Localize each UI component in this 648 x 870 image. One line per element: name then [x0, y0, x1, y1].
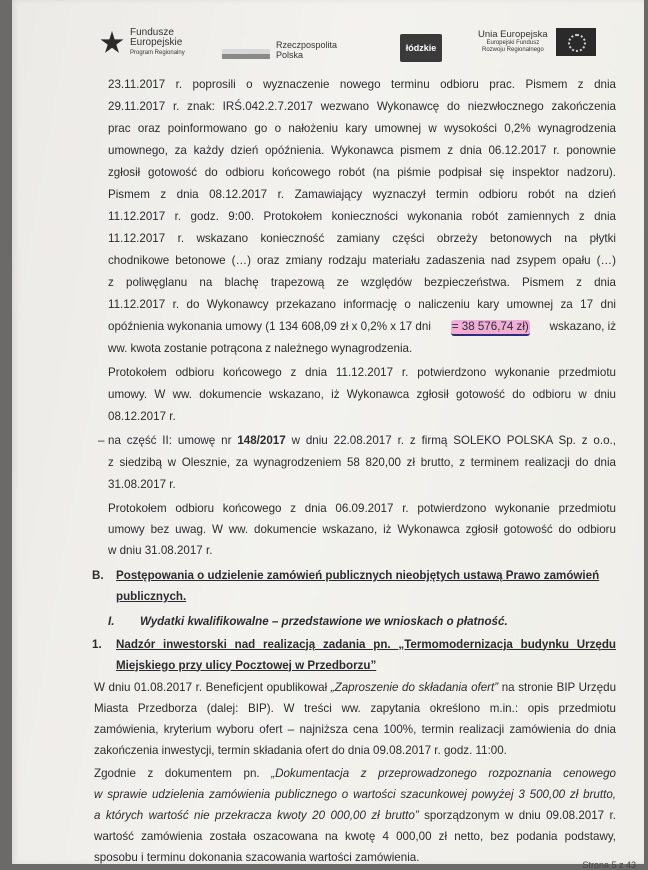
text-span: „Zaproszenie do składania ofert” [330, 681, 499, 695]
text-line: 31.08.2017 r. [108, 478, 176, 491]
text-span: W dniu 01.08.2017 r. Beneficjent opublikował [94, 681, 331, 695]
text-line: sposobu i terminu dokonania szacowania wartości zamówienia. [94, 851, 420, 865]
logo-text: Polska [276, 50, 304, 60]
page-number: Strona 5 z 43 [582, 860, 636, 870]
text-line: umowy. W ww. dokumencie wskazano, iż Wykonawca zgłosił gotowość do odbioru w dniu [108, 388, 616, 401]
text-line: wartość zamówienia została oszacowana na kwotę 4 000,00 zł netto, bez podania podstawy, [94, 830, 616, 844]
text-line: z siedzibą w Olesznie, za wynagrodzeniem 58 820,00 zł brutto, z terminem realizacji do dnia [108, 456, 616, 469]
section-heading: Postępowania o udzielenie zamówień publicznych nieobjętych ustawą Prawo zamówień [116, 568, 600, 582]
flag-icon [222, 49, 270, 59]
text-line: 11.12.2017 r. wskazano konieczność zamiany części obrzeży betonowych na płytki [108, 232, 616, 245]
item-label: 1. [92, 637, 102, 651]
text-line: 11.12.2017 r. godz. 9:00. Protokołem konieczności wykonania robót zamiennych z dnia [108, 210, 616, 223]
item-heading: Nadzór inwestorski nad realizacją zadania pn. „Termomodernizacja budynku Urzędu [116, 637, 616, 651]
text-line: 23.11.2017 r. poprosili o wyznaczenie nowego terminu odbioru prac. Pismem z dnia [108, 78, 616, 91]
text-line: 08.12.2017 r. [108, 410, 176, 423]
text-line: Miasta Przedborza (dalej: BIP). W treści ww. zapytania określono m.in.: opis przedmiotu [94, 702, 616, 716]
contract-number: 148/2017 [237, 434, 286, 447]
highlighted-amount: = 38 576,74 zł) [451, 320, 530, 336]
text-span: sporządzonym w dniu 09.08.2017 r. [418, 809, 616, 823]
logo-bar [100, 28, 620, 76]
text-line: 29.11.2017 r. znak: IRŚ.042.2.7.2017 wezwano Wykonawcę do niezwłocznego zakończenia [108, 100, 616, 113]
text-line: prac oraz poinformowano go o nałożeniu kary umownej w wysokości 0,2% wynagrodzenia [108, 122, 616, 135]
text-line: w dniu 31.08.2017 r. [108, 543, 213, 557]
item-heading: Miejskiego przy ulicy Pocztowej w Przedborzu” [116, 658, 377, 672]
text-line: umowy bez uwag. W ww. dokumencie wskazano, iż Wykonawca zgłosił gotowość do odbioru [108, 522, 616, 536]
section-heading: publicznych. [116, 589, 187, 603]
text-span: na stronie BIP Urzędu [498, 681, 617, 695]
text-line: Pismem z dnia 08.12.2017 r. Zamawiający wyznaczył termin odbioru robót na dzień [108, 188, 616, 201]
logo-text: Fundusze [130, 27, 174, 38]
text-span: Zgodnie z dokumentem pn. [94, 767, 272, 781]
text-line: w sprawie udzielenia zamówienia publicznego o wartości szacunkowej powyżej 3 500,00 zł brutto, [94, 788, 616, 802]
text-line: chodnikowe betonowe (…) oraz zmiany rodzaju materiału zadaszenia nad zsypem opału (…) [108, 254, 616, 267]
text-span: na część II: umowę nr [108, 434, 238, 447]
rzeczpospolita-logo [222, 40, 337, 60]
star-icon [100, 31, 124, 55]
text-span: „Dokumentacja z przeprowadzonego rozpoznania cenowego [271, 767, 616, 781]
unia-europejska-logo [478, 28, 596, 56]
fundusze-europejskie-logo [100, 28, 185, 58]
text-span: wskazano, iż [549, 320, 616, 333]
text-line: z poliwęglanu na blachę trapezową ze względów bezpieczeństwa. Pismem z dnia [108, 276, 616, 289]
text-line [108, 434, 616, 448]
text-line [94, 809, 616, 823]
logo-text: Rzeczpospolita [276, 40, 338, 50]
logo-text: Europejski Fundusz [486, 40, 540, 46]
section-label: B. [92, 568, 104, 582]
text-line: zgłosił gotowość do odbioru końcowego robót (na piśmie podpisał się inspektor nadzoru). [108, 166, 616, 179]
text-span: a których wartość nie przekracza kwoty 20 000,00 zł brutto” [94, 809, 419, 823]
text-line: zamówienia, kryterium wyboru ofert – najniższa cena 100%, termin realizacji zamówienia do dnia [94, 723, 616, 737]
subsection-label: I. [108, 614, 115, 628]
text-span: opóźnienia wykonania umowy (1 134 608,09 zł x 0,2% x 17 dni [108, 320, 431, 333]
logo-text: Unia Europejska [478, 29, 548, 40]
text-line [94, 681, 616, 695]
text-line: Protokołem odbioru końcowego z dnia 11.12.2017 r. potwierdzono wykonanie przedmiotu [108, 366, 616, 379]
text-line: 11.12.2017 r. do Wykonawcy przekazano informację o naliczeniu kary umownej za 17 dni [108, 298, 616, 311]
text-line [108, 320, 616, 336]
logo-text: Rozwoju Regionalnego [482, 47, 544, 53]
lodzkie-logo: łódzkie [400, 34, 442, 62]
text-line [94, 767, 616, 781]
logo-text: Program Regionalny [130, 50, 185, 56]
text-line: umownego, za każdy dzień opóźnienia. Wykonawca pismem z dnia 06.12.2017 r. ponownie [108, 144, 616, 157]
text-line: Protokołem odbioru końcowego z dnia 06.09.2017 r. potwierdzono wykonanie przedmiotu [108, 501, 616, 515]
text-line: zakończenia inwestycji, termin składania ofert do dnia 09.08.2017 r. godz. 11:00. [94, 744, 507, 758]
text-line: ww. kwota zostanie potrącona z należnego wynagrodzenia. [108, 342, 413, 355]
subsection-heading: Wydatki kwalifikowalne – przedstawione we wnioskach o płatność. [140, 614, 508, 628]
list-dash: – [98, 434, 105, 447]
document-page [12, 0, 644, 870]
eu-flag-icon [556, 28, 596, 56]
logo-text: Europejskie [130, 37, 183, 48]
text-span: w dniu 22.08.2017 r. z firmą SOLEKO POLSKA Sp. z o.o., [285, 434, 616, 447]
